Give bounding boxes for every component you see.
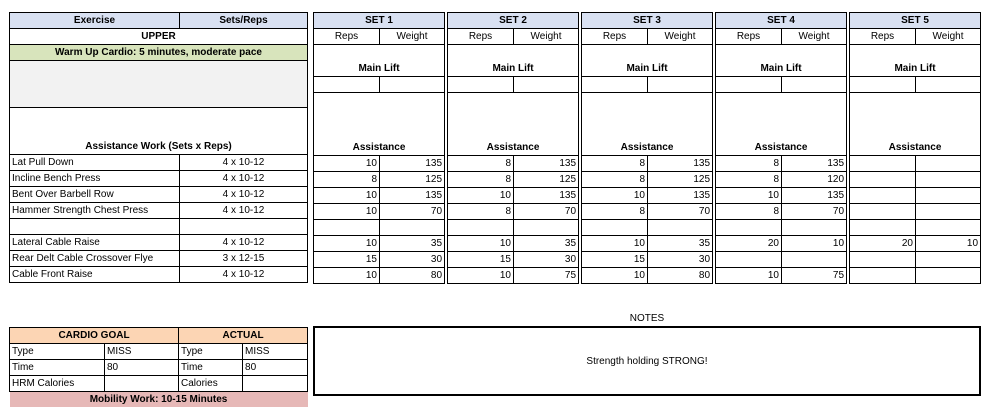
actual-header: ACTUAL <box>179 328 308 344</box>
weight-cell[interactable]: 10 <box>916 236 981 252</box>
weight-cell[interactable]: 125 <box>380 172 445 188</box>
set-row <box>582 188 713 204</box>
set-row <box>850 268 981 284</box>
set-row <box>314 77 445 93</box>
set-row <box>314 156 445 172</box>
main-lift-label: Main Lift <box>582 45 713 77</box>
reps-cell[interactable]: 10 <box>314 204 380 220</box>
set-row <box>582 236 713 252</box>
set-row <box>314 45 445 77</box>
set-row <box>582 268 713 284</box>
reps-cell[interactable]: 10 <box>448 236 514 252</box>
set-row <box>448 93 579 156</box>
reps-cell[interactable]: 8 <box>314 172 380 188</box>
reps-cell[interactable] <box>850 204 916 220</box>
weight-cell[interactable]: 80 <box>380 268 445 284</box>
reps-cell[interactable] <box>850 220 916 236</box>
weight-cell[interactable]: 135 <box>648 188 713 204</box>
set-row <box>850 220 981 236</box>
set-row <box>850 77 981 93</box>
exercise-table-row <box>10 45 308 61</box>
reps-cell[interactable]: 10 <box>314 156 380 172</box>
section-title: UPPER <box>10 29 308 45</box>
weight-cell[interactable] <box>916 188 981 204</box>
set-table-1 <box>313 12 445 284</box>
reps-cell[interactable]: 15 <box>314 252 380 268</box>
cardio-table <box>9 327 308 407</box>
set-row <box>850 29 981 45</box>
reps-cell[interactable] <box>850 268 916 284</box>
weight-cell[interactable]: 75 <box>514 268 579 284</box>
reps-label: Reps <box>314 29 380 45</box>
reps-cell[interactable] <box>448 220 514 236</box>
notes-placeholder-cell[interactable] <box>10 61 308 108</box>
exercise-name: Lateral Cable Raise <box>10 235 180 251</box>
set-row <box>716 93 847 156</box>
reps-cell[interactable]: 10 <box>448 268 514 284</box>
main-lift-weight-cell[interactable] <box>514 77 579 93</box>
weight-cell[interactable]: 70 <box>648 204 713 220</box>
reps-cell[interactable] <box>716 220 782 236</box>
actual-value[interactable]: MISS <box>243 344 308 360</box>
actual-label: Time <box>179 360 243 376</box>
set-row <box>314 13 445 29</box>
goal-value[interactable]: 80 <box>105 360 179 376</box>
main-lift-label: Main Lift <box>850 45 981 77</box>
reps-cell[interactable]: 8 <box>582 156 648 172</box>
reps-label: Reps <box>850 29 916 45</box>
exercise-table-row <box>10 108 308 155</box>
weight-label: Weight <box>514 29 579 45</box>
main-lift-label: Main Lift <box>314 45 445 77</box>
set-row <box>716 188 847 204</box>
set-row <box>582 172 713 188</box>
set-title: SET 3 <box>582 13 713 29</box>
weight-cell[interactable] <box>916 172 981 188</box>
set-row <box>314 268 445 284</box>
weight-cell[interactable] <box>380 220 445 236</box>
assistance-label: Assistance <box>716 93 847 156</box>
set-table-2 <box>447 12 579 284</box>
reps-cell[interactable] <box>850 188 916 204</box>
weight-cell[interactable]: 120 <box>782 172 847 188</box>
reps-label: Reps <box>582 29 648 45</box>
reps-cell[interactable] <box>716 252 782 268</box>
weight-cell[interactable] <box>782 220 847 236</box>
set-title: SET 5 <box>850 13 981 29</box>
main-lift-reps-cell[interactable] <box>448 77 514 93</box>
exercise-scheme: 4 x 10-12 <box>180 187 308 203</box>
set-row <box>850 13 981 29</box>
set-row <box>716 13 847 29</box>
set-table-3 <box>581 12 713 284</box>
reps-cell[interactable]: 20 <box>850 236 916 252</box>
reps-cell[interactable]: 20 <box>716 236 782 252</box>
set-row <box>448 156 579 172</box>
set-table-4 <box>715 12 847 284</box>
set-row <box>314 236 445 252</box>
exercise-scheme: 3 x 12-15 <box>180 251 308 267</box>
cardio-row <box>10 392 308 408</box>
set-row <box>716 204 847 220</box>
warmup-banner: Warm Up Cardio: 5 minutes, moderate pace <box>10 45 308 61</box>
set-row <box>314 93 445 156</box>
exercise-column-header: Exercise <box>10 13 180 29</box>
main-lift-weight-cell[interactable] <box>782 77 847 93</box>
weight-cell[interactable]: 30 <box>514 252 579 268</box>
weight-cell[interactable]: 135 <box>782 156 847 172</box>
reps-cell[interactable]: 10 <box>716 268 782 284</box>
weight-cell[interactable] <box>916 156 981 172</box>
exercise-scheme: 4 x 10-12 <box>180 235 308 251</box>
set-row <box>582 13 713 29</box>
actual-label: Calories <box>179 376 243 392</box>
weight-cell[interactable]: 10 <box>782 236 847 252</box>
set-row <box>716 29 847 45</box>
set-row <box>448 188 579 204</box>
weight-cell[interactable]: 70 <box>380 204 445 220</box>
set-row <box>448 220 579 236</box>
weight-cell[interactable]: 80 <box>648 268 713 284</box>
exercise-name: Hammer Strength Chest Press <box>10 203 180 219</box>
actual-value[interactable]: 80 <box>243 360 308 376</box>
sets-reps-column-header: Sets/Reps <box>180 13 308 29</box>
mobility-banner: Mobility Work: 10-15 Minutes <box>10 392 308 408</box>
reps-cell[interactable]: 8 <box>448 172 514 188</box>
main-lift-label: Main Lift <box>716 45 847 77</box>
reps-label: Reps <box>448 29 514 45</box>
weight-cell[interactable]: 35 <box>648 236 713 252</box>
exercise-table-row <box>10 219 308 235</box>
cardio-row <box>10 376 308 392</box>
weight-cell[interactable] <box>782 252 847 268</box>
reps-cell[interactable] <box>850 172 916 188</box>
reps-cell[interactable]: 10 <box>716 188 782 204</box>
goal-value[interactable]: MISS <box>105 344 179 360</box>
set-row <box>582 156 713 172</box>
main-lift-reps-cell[interactable] <box>850 77 916 93</box>
reps-cell[interactable]: 15 <box>448 252 514 268</box>
set-row <box>716 252 847 268</box>
exercise-table-row <box>10 187 308 203</box>
exercise-scheme: 4 x 10-12 <box>180 155 308 171</box>
exercise-table-row <box>10 251 308 267</box>
weight-cell[interactable]: 125 <box>514 172 579 188</box>
exercise-table-row <box>10 61 308 108</box>
assistance-label: Assistance <box>448 93 579 156</box>
weight-cell[interactable]: 35 <box>514 236 579 252</box>
exercise-table-row <box>10 29 308 45</box>
main-lift-weight-cell[interactable] <box>380 77 445 93</box>
reps-cell[interactable]: 8 <box>448 156 514 172</box>
reps-cell[interactable]: 8 <box>716 172 782 188</box>
reps-cell[interactable] <box>582 220 648 236</box>
set-row <box>448 13 579 29</box>
weight-cell[interactable] <box>916 268 981 284</box>
exercise-name: Cable Front Raise <box>10 267 180 283</box>
set-row <box>448 204 579 220</box>
weight-cell[interactable]: 135 <box>380 188 445 204</box>
reps-cell[interactable]: 8 <box>582 172 648 188</box>
set-row <box>448 45 579 77</box>
set-row <box>716 77 847 93</box>
set-row <box>448 252 579 268</box>
main-lift-reps-cell[interactable] <box>582 77 648 93</box>
weight-label: Weight <box>380 29 445 45</box>
set-title: SET 2 <box>448 13 579 29</box>
exercise-table-row <box>10 13 308 29</box>
set-row <box>850 236 981 252</box>
exercise-scheme: 4 x 10-12 <box>180 267 308 283</box>
notes-title: NOTES <box>629 313 665 324</box>
exercise-name: Rear Delt Cable Crossover Flye <box>10 251 180 267</box>
set-row <box>448 77 579 93</box>
weight-cell[interactable]: 70 <box>782 204 847 220</box>
weight-cell[interactable]: 70 <box>514 204 579 220</box>
set-row <box>850 156 981 172</box>
cardio-goal-header: CARDIO GOAL <box>10 328 179 344</box>
weight-cell[interactable]: 30 <box>380 252 445 268</box>
actual-label: Type <box>179 344 243 360</box>
notes-box[interactable] <box>313 326 981 396</box>
reps-cell[interactable]: 10 <box>448 188 514 204</box>
cardio-row <box>10 328 308 344</box>
set-title: SET 1 <box>314 13 445 29</box>
set-title: SET 4 <box>716 13 847 29</box>
exercise-table-row <box>10 171 308 187</box>
reps-cell[interactable]: 10 <box>314 236 380 252</box>
weight-cell[interactable]: 135 <box>514 156 579 172</box>
set-row <box>716 220 847 236</box>
goal-label: HRM Calories <box>10 376 105 392</box>
assistance-work-header: Assistance Work (Sets x Reps) <box>10 108 308 155</box>
set-row <box>582 77 713 93</box>
exercise-table-row <box>10 155 308 171</box>
weight-cell[interactable]: 125 <box>648 172 713 188</box>
set-row <box>314 204 445 220</box>
assistance-label: Assistance <box>582 93 713 156</box>
set-row <box>850 172 981 188</box>
set-row <box>314 172 445 188</box>
weight-label: Weight <box>782 29 847 45</box>
weight-cell[interactable]: 75 <box>782 268 847 284</box>
reps-cell[interactable]: 8 <box>716 204 782 220</box>
reps-label: Reps <box>716 29 782 45</box>
weight-cell[interactable]: 135 <box>514 188 579 204</box>
exercise-name: Bent Over Barbell Row <box>10 187 180 203</box>
assistance-label: Assistance <box>314 93 445 156</box>
cardio-row <box>10 344 308 360</box>
cardio-row <box>10 360 308 376</box>
weight-label: Weight <box>916 29 981 45</box>
weight-label: Weight <box>648 29 713 45</box>
weight-cell[interactable] <box>514 220 579 236</box>
reps-cell[interactable]: 8 <box>582 204 648 220</box>
reps-cell[interactable]: 8 <box>448 204 514 220</box>
set-row <box>582 29 713 45</box>
set-row <box>582 93 713 156</box>
weight-cell[interactable] <box>648 220 713 236</box>
weight-cell[interactable] <box>916 252 981 268</box>
main-lift-reps-cell[interactable] <box>716 77 782 93</box>
exercise-table <box>9 12 308 283</box>
exercise-table-row <box>10 267 308 283</box>
notes-text: Strength holding STRONG! <box>586 355 708 367</box>
exercise-scheme <box>180 219 308 235</box>
set-row <box>850 252 981 268</box>
reps-cell[interactable]: 10 <box>314 268 380 284</box>
reps-cell[interactable]: 10 <box>582 236 648 252</box>
main-lift-weight-cell[interactable] <box>916 77 981 93</box>
set-row <box>582 220 713 236</box>
set-row <box>448 29 579 45</box>
reps-cell[interactable] <box>850 252 916 268</box>
main-lift-label: Main Lift <box>448 45 579 77</box>
weight-cell[interactable]: 30 <box>648 252 713 268</box>
weight-cell[interactable]: 135 <box>782 188 847 204</box>
assistance-label: Assistance <box>850 93 981 156</box>
reps-cell[interactable] <box>314 220 380 236</box>
set-row <box>850 188 981 204</box>
set-row <box>716 236 847 252</box>
exercise-scheme: 4 x 10-12 <box>180 203 308 219</box>
set-row <box>314 29 445 45</box>
reps-cell[interactable]: 10 <box>582 188 648 204</box>
exercise-name: Lat Pull Down <box>10 155 180 171</box>
weight-cell[interactable]: 135 <box>648 156 713 172</box>
weight-cell[interactable]: 135 <box>380 156 445 172</box>
exercise-scheme: 4 x 10-12 <box>180 171 308 187</box>
main-lift-reps-cell[interactable] <box>314 77 380 93</box>
set-row <box>850 204 981 220</box>
set-row <box>582 45 713 77</box>
set-row <box>582 204 713 220</box>
set-row <box>448 172 579 188</box>
goal-value[interactable] <box>105 376 179 392</box>
weight-cell[interactable] <box>916 204 981 220</box>
reps-cell[interactable]: 8 <box>716 156 782 172</box>
actual-value[interactable] <box>243 376 308 392</box>
main-lift-weight-cell[interactable] <box>648 77 713 93</box>
goal-label: Type <box>10 344 105 360</box>
set-row <box>716 156 847 172</box>
set-row <box>716 172 847 188</box>
reps-cell[interactable]: 10 <box>582 268 648 284</box>
set-row <box>448 268 579 284</box>
reps-cell[interactable]: 10 <box>314 188 380 204</box>
set-table-5 <box>849 12 981 284</box>
set-row <box>850 45 981 77</box>
exercise-name: Incline Bench Press <box>10 171 180 187</box>
set-row <box>314 188 445 204</box>
reps-cell[interactable]: 15 <box>582 252 648 268</box>
set-row <box>448 236 579 252</box>
set-row <box>314 252 445 268</box>
set-row <box>582 252 713 268</box>
set-row <box>314 220 445 236</box>
set-row <box>716 268 847 284</box>
weight-cell[interactable]: 35 <box>380 236 445 252</box>
set-row <box>716 45 847 77</box>
exercise-table-row <box>10 235 308 251</box>
weight-cell[interactable] <box>916 220 981 236</box>
goal-label: Time <box>10 360 105 376</box>
set-row <box>850 93 981 156</box>
exercise-table-row <box>10 203 308 219</box>
exercise-name <box>10 219 180 235</box>
reps-cell[interactable] <box>850 156 916 172</box>
